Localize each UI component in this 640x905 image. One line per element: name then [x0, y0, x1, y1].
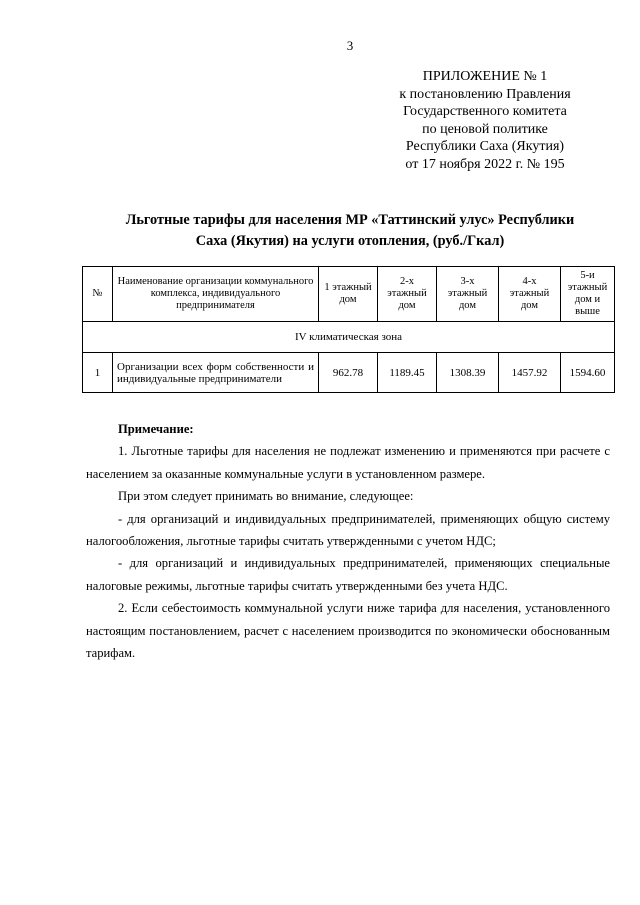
note-paragraph: При этом следует принимать во внимание, следующее: — [118, 489, 414, 504]
appendix-header — [380, 68, 590, 174]
col-header-4-floor: 4-х этажный дом — [499, 267, 561, 322]
title-line: Льготные тарифы для населения МР «Таттинский улус» Республики — [125, 212, 575, 228]
appendix-line: Государственного комитета — [403, 104, 567, 120]
title-line: Саха (Якутия) на услуги отопления, (руб./Гкал) — [195, 233, 505, 249]
tariff-4-floor: 1457.92 — [499, 353, 561, 393]
organization-name: Организации всех форм собственности и индивидуальные предприниматели — [113, 353, 319, 393]
tariff-1-floor: 962.78 — [319, 353, 378, 393]
notes-title: Примечание: — [118, 422, 194, 436]
appendix-line: Республики Саха (Якутия) — [405, 139, 565, 155]
note-paragraph: - для организаций и индивидуальных предпринимателей, применяющих общую систему налогообложения, льготные тарифы считать утвержденными с учетом НДС; — [86, 511, 610, 549]
col-header-2-floor: 2-х этажный дом — [378, 267, 437, 322]
col-header-5-floor: 5-и этажный дом и выше — [561, 267, 615, 322]
table-row — [83, 353, 615, 393]
tariff-3-floor: 1308.39 — [437, 353, 499, 393]
col-header-1-floor: 1 этажный дом — [319, 267, 378, 322]
tariffs-table — [82, 266, 615, 393]
appendix-date: от 17 ноября 2022 г. № 195 — [405, 156, 565, 172]
note-paragraph: - для организаций и индивидуальных предпринимателей, применяющих специальные налоговые режимы, льготные тарифы считать утвержденными без учета НДС. — [86, 556, 610, 593]
row-number: 1 — [83, 353, 113, 393]
document-title — [90, 210, 610, 252]
appendix-line: по ценовой политике — [422, 121, 548, 137]
col-header-organization: Наименование организации коммунального комплекса, индивидуального предпринимателя — [113, 267, 319, 322]
appendix-line: к постановлению Правления — [399, 86, 571, 102]
col-header-number: № — [83, 267, 113, 322]
notes-section — [86, 418, 610, 664]
climate-zone-row — [83, 322, 615, 353]
tariff-2-floor: 1189.45 — [378, 353, 437, 393]
table-header-row — [83, 267, 615, 322]
note-paragraph: 1. Льготные тарифы для населения не подлежат изменению и применяются при расчете с населением за оказанные коммунальные услуги в установленном размере. — [86, 444, 610, 481]
col-header-3-floor: 3-х этажный дом — [437, 267, 499, 322]
tariff-5-floor: 1594.60 — [561, 353, 615, 393]
appendix-title: ПРИЛОЖЕНИЕ № 1 — [422, 69, 548, 84]
climate-zone: IV климатическая зона — [83, 322, 615, 353]
note-paragraph: 2. Если себестоимость коммунальной услуги ниже тарифа для населения, установленного настоящим постановлением, расчет с населением производится по экономически обоснованным тарифам. — [86, 601, 610, 661]
page-number: 3 — [346, 38, 354, 53]
